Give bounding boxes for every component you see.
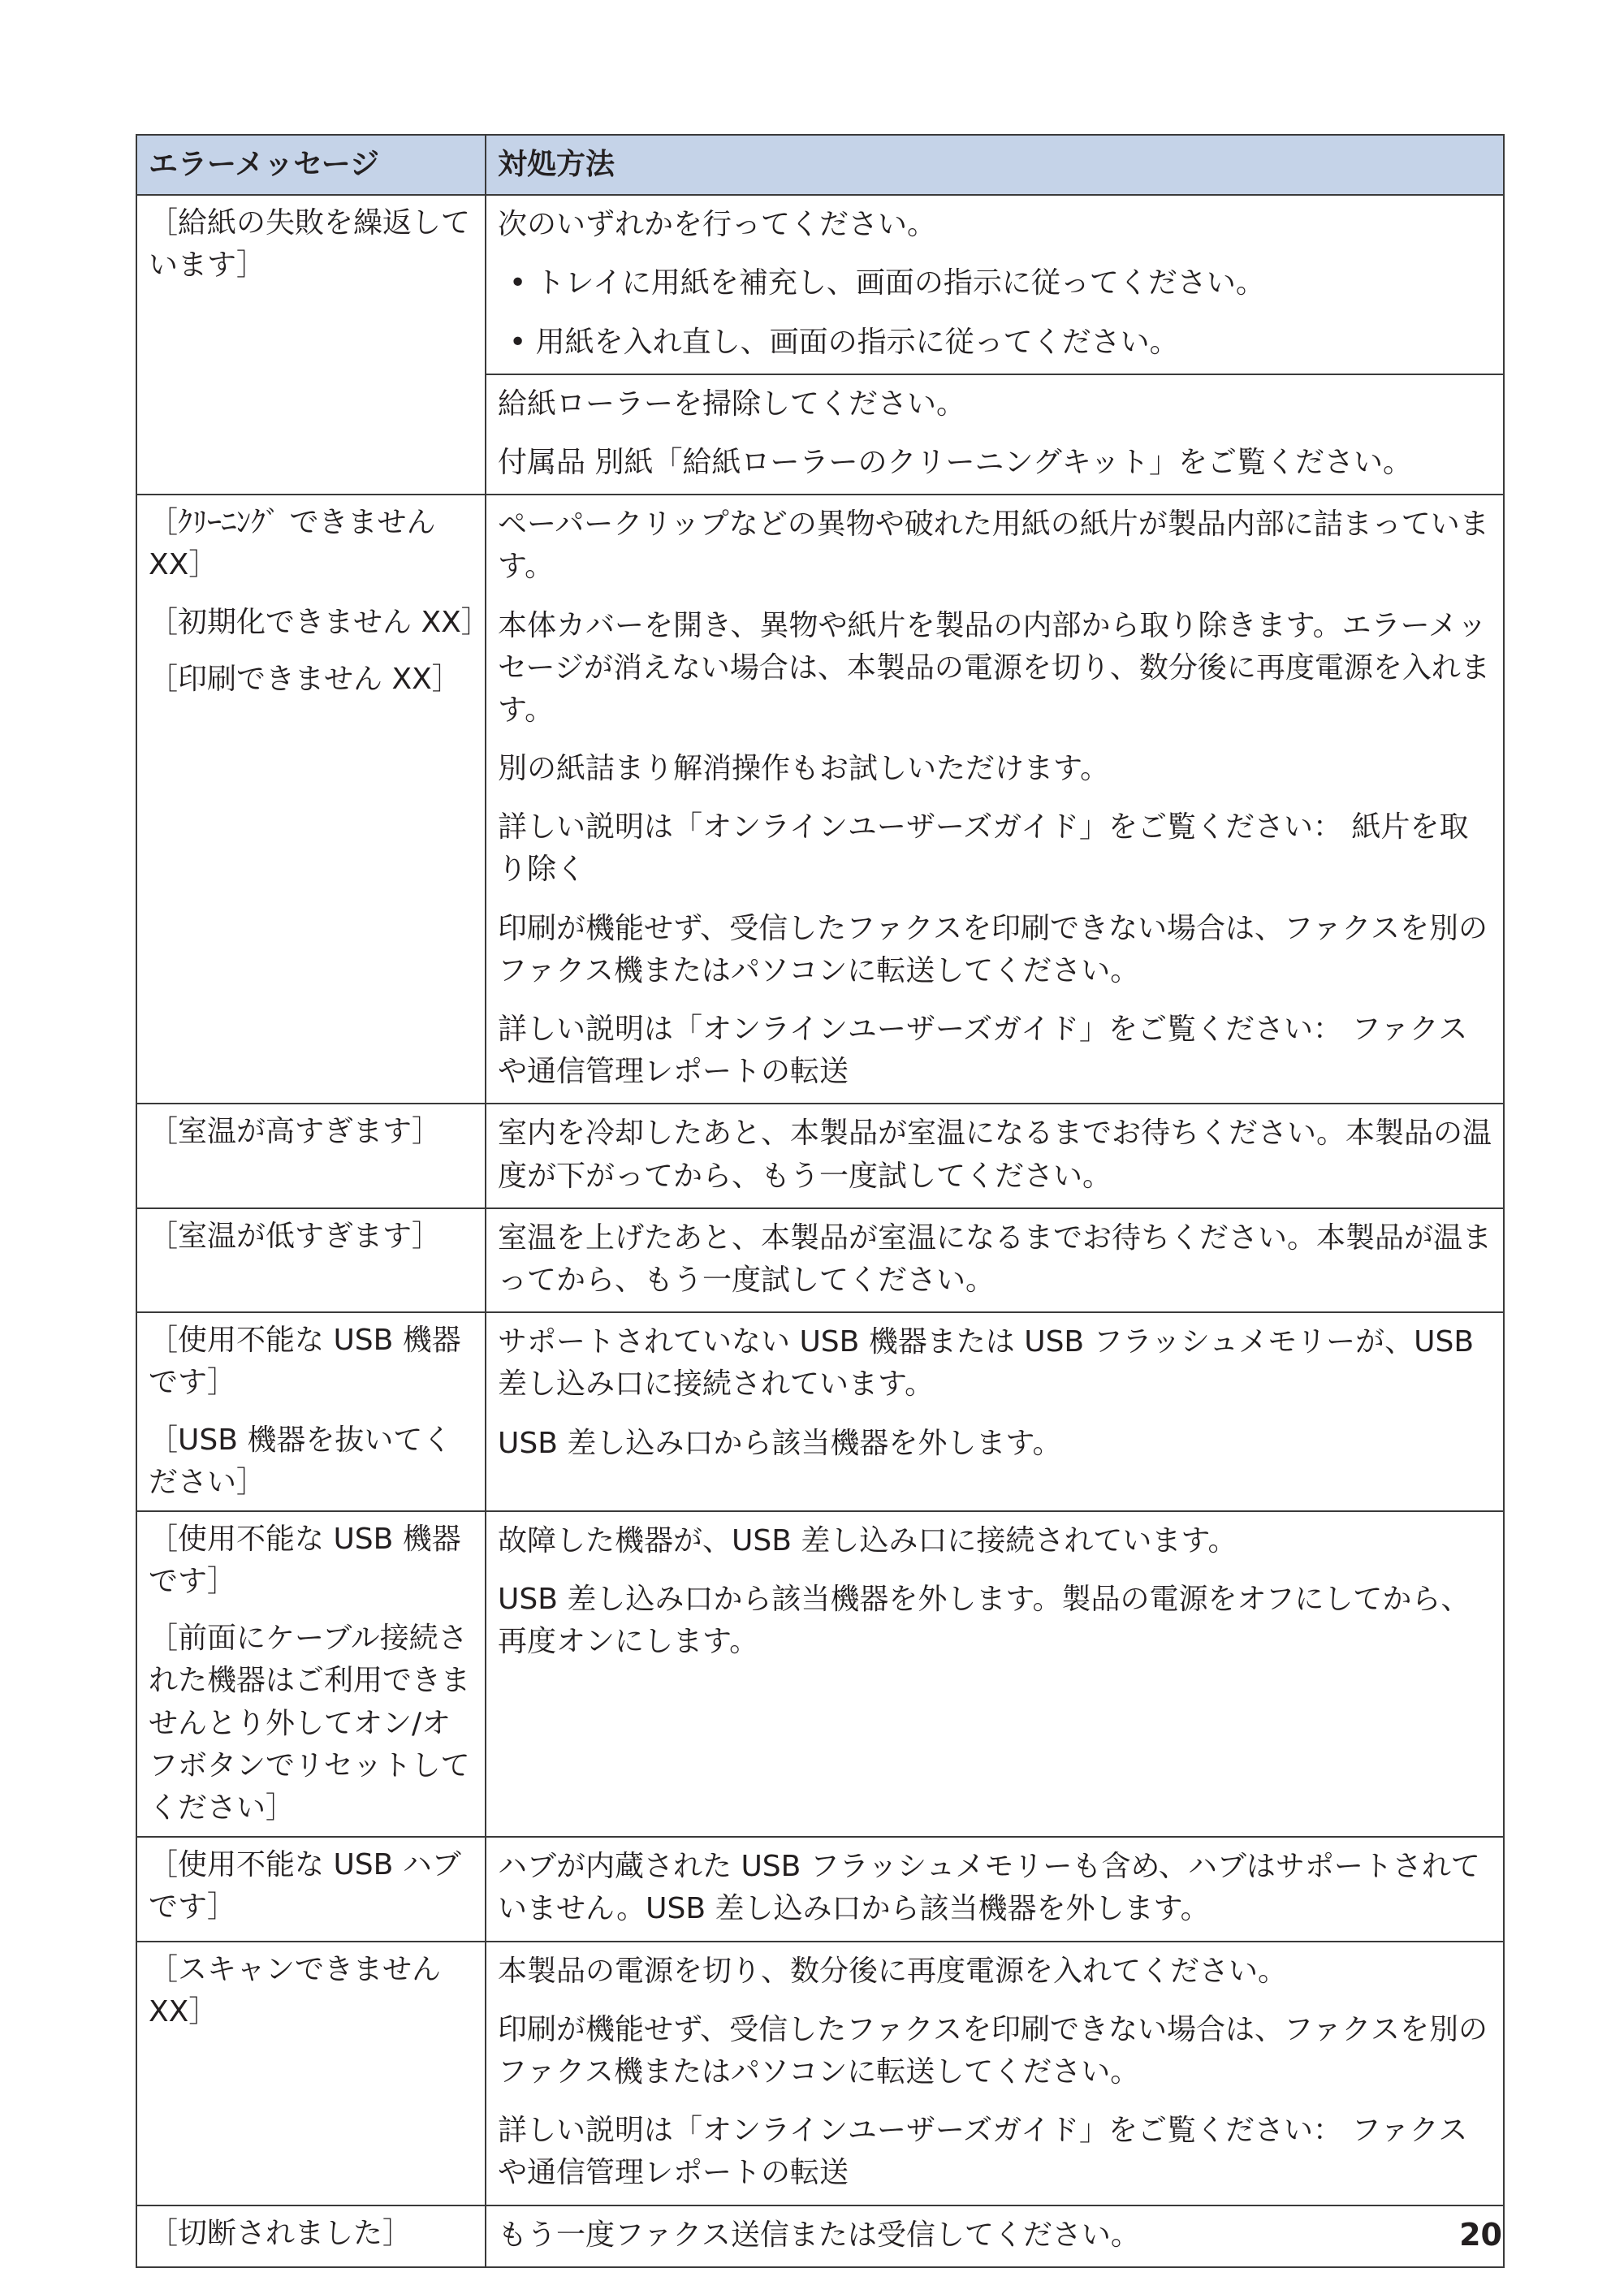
error-message-cell (136, 1511, 486, 1837)
remedy-paragraph: USB 差し込み口から該当機器を外します。 (498, 1426, 1062, 1460)
error-message: ［切断されました］ (149, 2216, 412, 2250)
remedy-cell (486, 195, 1504, 495)
remedy-paragraph: 詳しい説明は「オンラインユーザーズガイド」をご覧ください： 紙片を取り除く (498, 810, 1469, 887)
remedy-cell (486, 1104, 1504, 1207)
error-message-cell (136, 1942, 486, 2205)
error-message: ［使用不能な USB ハブです］ (149, 1848, 461, 1925)
error-message-table (136, 134, 1505, 2268)
table-row (136, 1942, 1504, 2205)
remedy-bullet: • 用紙を入れ直し、画面の指示に従ってください。 (509, 325, 1179, 359)
table-row (136, 1511, 1504, 1837)
error-message-cell (136, 1208, 486, 1312)
remedy-block (486, 1209, 1503, 1311)
remedy-block (486, 1104, 1503, 1207)
table-row (136, 1104, 1504, 1207)
error-message-cell (136, 1837, 486, 1941)
error-message: ［給紙の失敗を繰返しています］ (149, 206, 471, 283)
remedy-block (486, 2206, 1503, 2266)
error-message: ［室温が高すぎます］ (149, 1115, 442, 1149)
error-message: ［前面にケーブル接続された機器はご利用できませんとり外してオン/オフボタンでリセットしてください］ (149, 1622, 471, 1825)
error-message: ［初期化できません XX］ (149, 605, 490, 639)
remedy-bullet: • トレイに用紙を補充し、画面の指示に従ってください。 (509, 266, 1265, 300)
table-row (136, 2205, 1504, 2267)
remedy-paragraph: 本体カバーを開き、異物や紙片を製品の内部から取り除きます。エラーメッセージが消えない場合は、本製品の電源を切り、数分後に再度電源を入れます。 (498, 608, 1490, 727)
error-message: ［USB 機器を抜いてください］ (149, 1423, 452, 1499)
remedy-paragraph: 印刷が機能せず、受信したファクスを印刷できない場合は、ファクスを別のファクス機またはパソコンに転送してください。 (498, 2012, 1488, 2089)
remedy-paragraph: ハブが内蔵された USB フラッシュメモリーも含め、ハブはサポートされていません。USB 差し込み口から該当機器を外します。 (498, 1850, 1480, 1926)
table-row (136, 1312, 1504, 1511)
remedy-paragraph: 別の紙詰まり解消操作もお試しいただけます。 (498, 752, 1110, 786)
remedy-paragraph: 故障した機器が、USB 差し込み口に接続されています。 (498, 1523, 1237, 1557)
remedy-cell (486, 1942, 1504, 2205)
remedy-cell (486, 1837, 1504, 1941)
error-message: ［印刷できません XX］ (149, 662, 461, 696)
remedy-paragraph: USB 差し込み口から該当機器を外します。製品の電源をオフにしてから、再度オンにします。 (498, 1583, 1471, 1659)
error-message-cell (136, 1312, 486, 1511)
remedy-block (486, 1313, 1503, 1475)
remedy-block (486, 374, 1503, 494)
remedy-paragraph: 詳しい説明は「オンラインユーザーズガイド」をご覧ください： ファクスや通信管理レポートの転送 (498, 1013, 1468, 1089)
remedy-paragraph: 詳しい説明は「オンラインユーザーズガイド」をご覧ください： ファクスや通信管理レポートの転送 (498, 2114, 1468, 2190)
page-number: 20 (1459, 2217, 1502, 2253)
error-message: ［室温が低すぎます］ (149, 1219, 442, 1253)
error-message: ［使用不能な USB 機器です］ (149, 1522, 461, 1599)
remedy-paragraph: 給紙ローラーを掃除してください。 (498, 387, 966, 421)
table-row (136, 495, 1504, 1104)
error-message-cell (136, 1104, 486, 1207)
error-message-cell (136, 495, 490, 1104)
remedy-paragraph: サポートされていない USB 機器または USB フラッシュメモリーが、USB 差し込み口に接続されています。 (498, 1325, 1475, 1402)
table-row (136, 1837, 1504, 1941)
table-body (136, 195, 1504, 2267)
error-message-cell (136, 195, 486, 495)
remedy-paragraph: 次のいずれかを行ってください。 (498, 208, 937, 242)
remedy-paragraph: 付属品 別紙「給紙ローラーのクリーニングキット」をご覧ください。 (498, 445, 1413, 479)
remedy-paragraph: 室温を上げたあと、本製品が室温になるまでお待ちください。本製品が温まってから、もう一度試してください。 (498, 1220, 1492, 1297)
remedy-block (486, 495, 1503, 1103)
remedy-paragraph: もう一度ファクス送信または受信してください。 (498, 2218, 1140, 2252)
error-message: ［使用不能な USB 機器です］ (149, 1324, 461, 1400)
header-remedy: 対処方法 (486, 135, 1504, 195)
table-header-row (136, 135, 1504, 195)
error-message-cell (136, 2205, 486, 2267)
remedy-block (486, 1838, 1503, 1940)
remedy-cell (486, 1208, 1504, 1312)
error-message: ［ｸﾘｰﾆﾝｸﾞ できません XX］ (149, 506, 436, 582)
remedy-block (486, 196, 1503, 374)
table-row (136, 195, 1504, 495)
table-row (136, 1208, 1504, 1312)
remedy-paragraph: 本製品の電源を切り、数分後に再度電源を入れてください。 (498, 1954, 1288, 1988)
remedy-cell (486, 1511, 1504, 1837)
header-error-message: エラーメッセージ (136, 135, 486, 195)
remedy-cell (486, 2205, 1504, 2267)
remedy-block (486, 1942, 1503, 2205)
remedy-paragraph: 室内を冷却したあと、本製品が室温になるまでお待ちください。本製品の温度が下がってから、もう一度試してください。 (498, 1117, 1492, 1193)
remedy-cell (486, 495, 1504, 1104)
error-message: ［スキャンできません XX］ (149, 1952, 442, 2028)
remedy-paragraph: ペーパークリップなどの異物や破れた用紙の紙片が製品内部に詰まっています。 (498, 508, 1489, 584)
remedy-block (486, 1512, 1503, 1674)
remedy-cell (486, 1312, 1504, 1511)
remedy-paragraph: 印刷が機能せず、受信したファクスを印刷できない場合は、ファクスを別のファクス機またはパソコンに転送してください。 (498, 911, 1488, 987)
